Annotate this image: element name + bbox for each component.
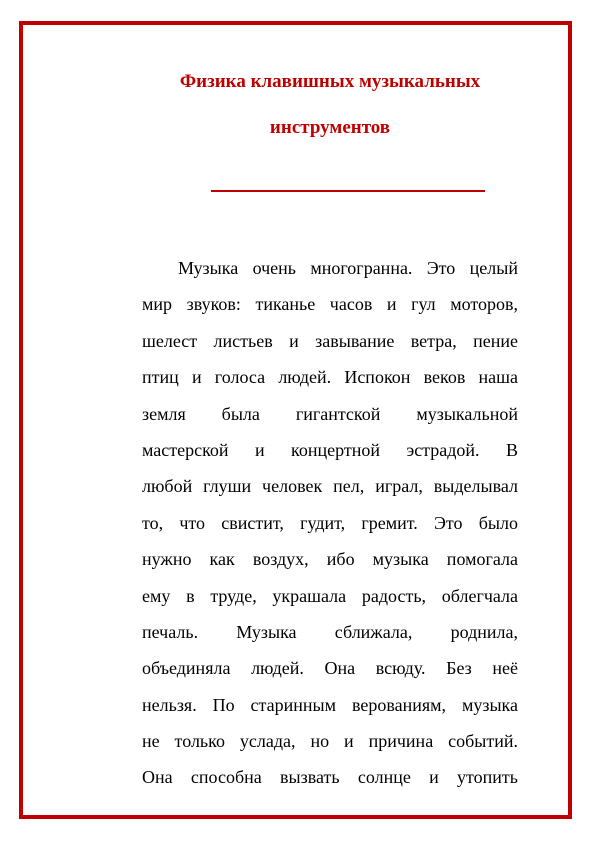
paragraph-line: мир звуков: тиканье часов и гул моторов,: [142, 294, 518, 315]
paragraph-line: Она способна вызвать солнце и утопить: [142, 767, 518, 788]
paragraph-line: земля была гигантской музыкальной: [142, 403, 518, 424]
paragraph-line: любой глуши человек пел, играл, выделывал: [142, 476, 518, 497]
document-title-line-2: инструментов: [269, 117, 391, 138]
paragraph-line: птиц и голоса людей. Испокон веков наша: [142, 367, 518, 388]
document-title-line-1: Физика клавишных музыкальных: [179, 71, 481, 92]
body-paragraph: [142, 256, 518, 802]
paragraph-line: ему в труде, украшала радость, облегчала: [142, 585, 518, 606]
paragraph-line: печаль. Музыка сближала, роднила,: [142, 621, 518, 642]
paragraph-line: нельзя. По старинным верованиям, музыка: [142, 694, 518, 715]
paragraph-line: объединяла людей. Она всюду. Без неё: [142, 658, 518, 679]
title-underline-rule: [211, 190, 485, 192]
paragraph-line: не только услада, но и причина событий.: [142, 731, 518, 752]
paragraph-line: нужно как воздух, ибо музыка помогала: [142, 549, 518, 570]
paragraph-line: то, что свистит, гудит, гремит. Это было: [142, 512, 518, 533]
paragraph-line: Музыка очень многогранна. Это целый: [178, 258, 518, 278]
paragraph-line: мастерской и концертной эстрадой. В: [142, 439, 518, 460]
paragraph-line: шелест листьев и завывание ветра, пение: [142, 330, 518, 351]
